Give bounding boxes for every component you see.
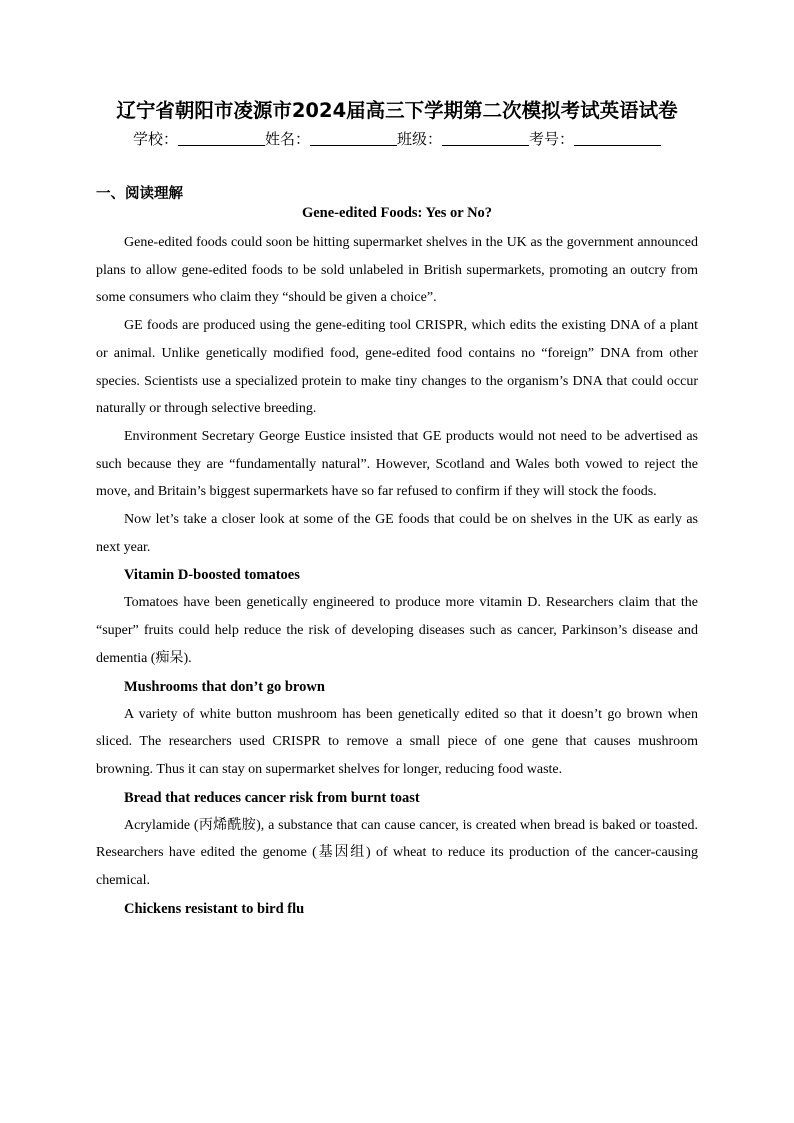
name-label: 姓名：: [264, 130, 310, 148]
subheading-tomatoes: Vitamin D-boosted tomatoes: [124, 567, 300, 584]
school-label: 学校：: [132, 130, 178, 148]
paragraph-2: GE foods are produced using the gene-editing tool CRISPR, which edits the existing DNA of a plant or animal. Unlike genetically modified food, gene-edited food contains no “foreign” DNA from other species. Scientists use a specialized protein to make tiny changes to the organism’s DNA that could occur naturally or through selective breeding.: [96, 318, 698, 417]
document-page: [96, 96, 698, 917]
class-label: 班级：: [397, 130, 443, 148]
paragraph-1: Gene-edited foods could soon be hitting supermarket shelves in the UK as the government announced plans to allow gene-edited foods to be sold unlabeled in British supermarkets, promoting an outcry from some consumers who claim they “should be given a choice”.: [96, 235, 698, 306]
subheading-chickens: Chickens resistant to bird flu: [124, 900, 305, 917]
name-blank[interactable]: [310, 131, 397, 146]
exam-number-blank[interactable]: [574, 131, 661, 146]
paragraph-5: Tomatoes have been genetically engineered to produce more vitamin D. Researchers claim that the “super” fruits could help reduce the risk of developing diseases such as cancer, Parkinson’s disease and dementia (痴呆).: [96, 595, 698, 666]
paragraph-7: Acrylamide (丙烯酰胺), a substance that can cause cancer, is created when bread is baked or toasted. Researchers have edited the genome (基因组) of wheat to reduce its production of the cancer-causing chemical.: [96, 817, 698, 889]
exam-number-label: 考号：: [529, 130, 575, 148]
page-title: 辽宁省朝阳市凌源市2024届高三下学期第二次模拟考试英语试卷: [116, 99, 678, 122]
school-blank[interactable]: [178, 131, 265, 146]
paragraph-3: Environment Secretary George Eustice insisted that GE products would not need to be advertised as such because they are “fundamentally natural”. However, Scotland and Wales both vowed to reject the move, and Britain’s biggest supermarkets have so far refused to confirm if they will stock the foods.: [96, 428, 698, 500]
section-heading: 一、阅读理解: [96, 186, 183, 202]
class-blank[interactable]: [442, 131, 529, 146]
paragraph-6: A variety of white button mushroom has been genetically edited so that it doesn’t go brown when sliced. The researchers used CRISPR to remove a small piece of one gene that causes mushroom browning. Thus it can stay on supermarket shelves for longer, reducing food waste.: [96, 706, 698, 777]
article-title: Gene-edited Foods: Yes or No?: [301, 205, 493, 221]
article-body: [96, 229, 698, 923]
subheading-mushrooms: Mushrooms that don’t go brown: [124, 678, 325, 695]
student-info-fields: [96, 126, 698, 152]
paragraph-4: Now let’s take a closer look at some of the GE foods that could be on shelves in the UK as early as next year.: [96, 512, 698, 555]
subheading-bread: Bread that reduces cancer risk from burnt toast: [124, 789, 420, 806]
